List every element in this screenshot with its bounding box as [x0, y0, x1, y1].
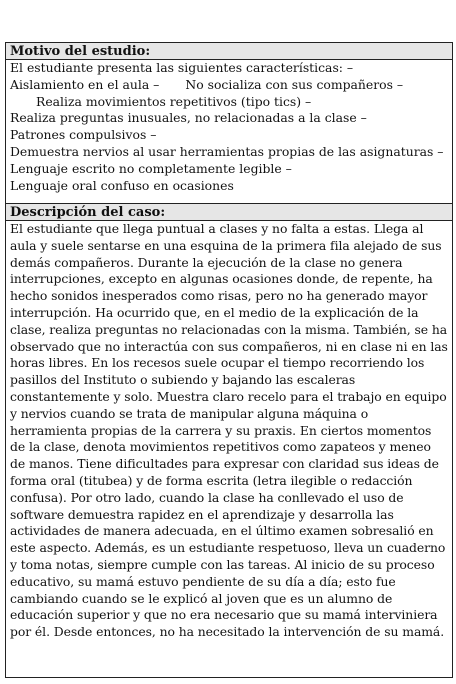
motivo-item: Realiza movimientos repetitivos (tipo tics) –: [36, 93, 312, 109]
motivo-line-4: [10, 110, 448, 127]
motivo-intro: El estudiante presenta las siguientes características: –: [10, 60, 354, 75]
motivo-line-6: [10, 144, 448, 161]
motivo-item: Demuestra nervios al usar herramientas propias de las asignaturas –: [10, 143, 444, 159]
motivo-line-1: [10, 60, 448, 77]
motivo-item: No socializa con sus compañeros –: [185, 76, 404, 92]
motivo-line-5: [10, 127, 448, 144]
descripcion-header: Descripción del caso:: [6, 204, 452, 221]
motivo-item: Patrones compulsivos –: [10, 127, 157, 143]
motivo-header: Motivo del estudio:: [6, 43, 452, 60]
motivo-item: Lenguaje oral confuso en ocasiones: [10, 177, 234, 193]
descripcion-body: El estudiante que llega puntual a clases y no falta a estas. Llega al aula y suele sentarse en una esquina de la primera fila alejado de sus demás compañeros. Durante la ejecución de la clase no genera interrupciones, excepto en algunas ocasiones donde, de repente, ha hecho sonidos inesperados como risas, pero no ha generado mayor interrupción. Ha ocurrido que, en el medio de la explicación de la clase, realiza preguntas no relacionadas con la misma. También, se ha observado que no interactúa con sus compañeros, ni en clase ni en las horas libres. En los recesos suele ocupar el tiempo recorriendo los pasillos del Instituto o subiendo y bajando las escaleras constantemente y solo. Muestra claro recelo para el trabajo en equipo y nervios cuando se trata de manipular alguna máquina o herramienta propias de la carrera y su praxis. En ciertos momentos de la clase, denota movimientos repetitivos como zapateos y meneo de manos. Tiene dificultades para expresar con claridad sus ideas de forma oral (titubea) y de forma escrita (letra ilegible o redacción confusa). Por otro lado, cuando la clase ha conllevado el uso de software demuestra rapidez en el aprendizaje y desarrolla las actividades de manera adecuada, en el último examen sobresalió en este aspecto. Además, es un estudiante respetuoso, lleva un cuaderno y toma notas, siempre cumple con las tareas. Al inicio de su proceso educativo, su mamá estuvo pendiente de su día a día; esto fue cambiando cuando se le explicó al joven que es un alumno de educación superior y que no era necesario que su mamá interviniera por él. Desde entonces, no ha necesitado la intervención de su mamá.: [10, 221, 448, 640]
motivo-body: [6, 60, 452, 204]
motivo-item: Realiza preguntas inusuales, no relacionadas a la clase –: [10, 110, 367, 126]
motivo-line-3: [10, 94, 448, 111]
motivo-line-8: [10, 178, 448, 195]
motivo-line-2: [10, 77, 448, 94]
motivo-item: Lenguaje escrito no completamente legible –: [10, 160, 292, 176]
motivo-line-7: [10, 161, 448, 178]
case-study-table: [5, 42, 453, 678]
motivo-item: Aislamiento en el aula –: [10, 76, 160, 92]
